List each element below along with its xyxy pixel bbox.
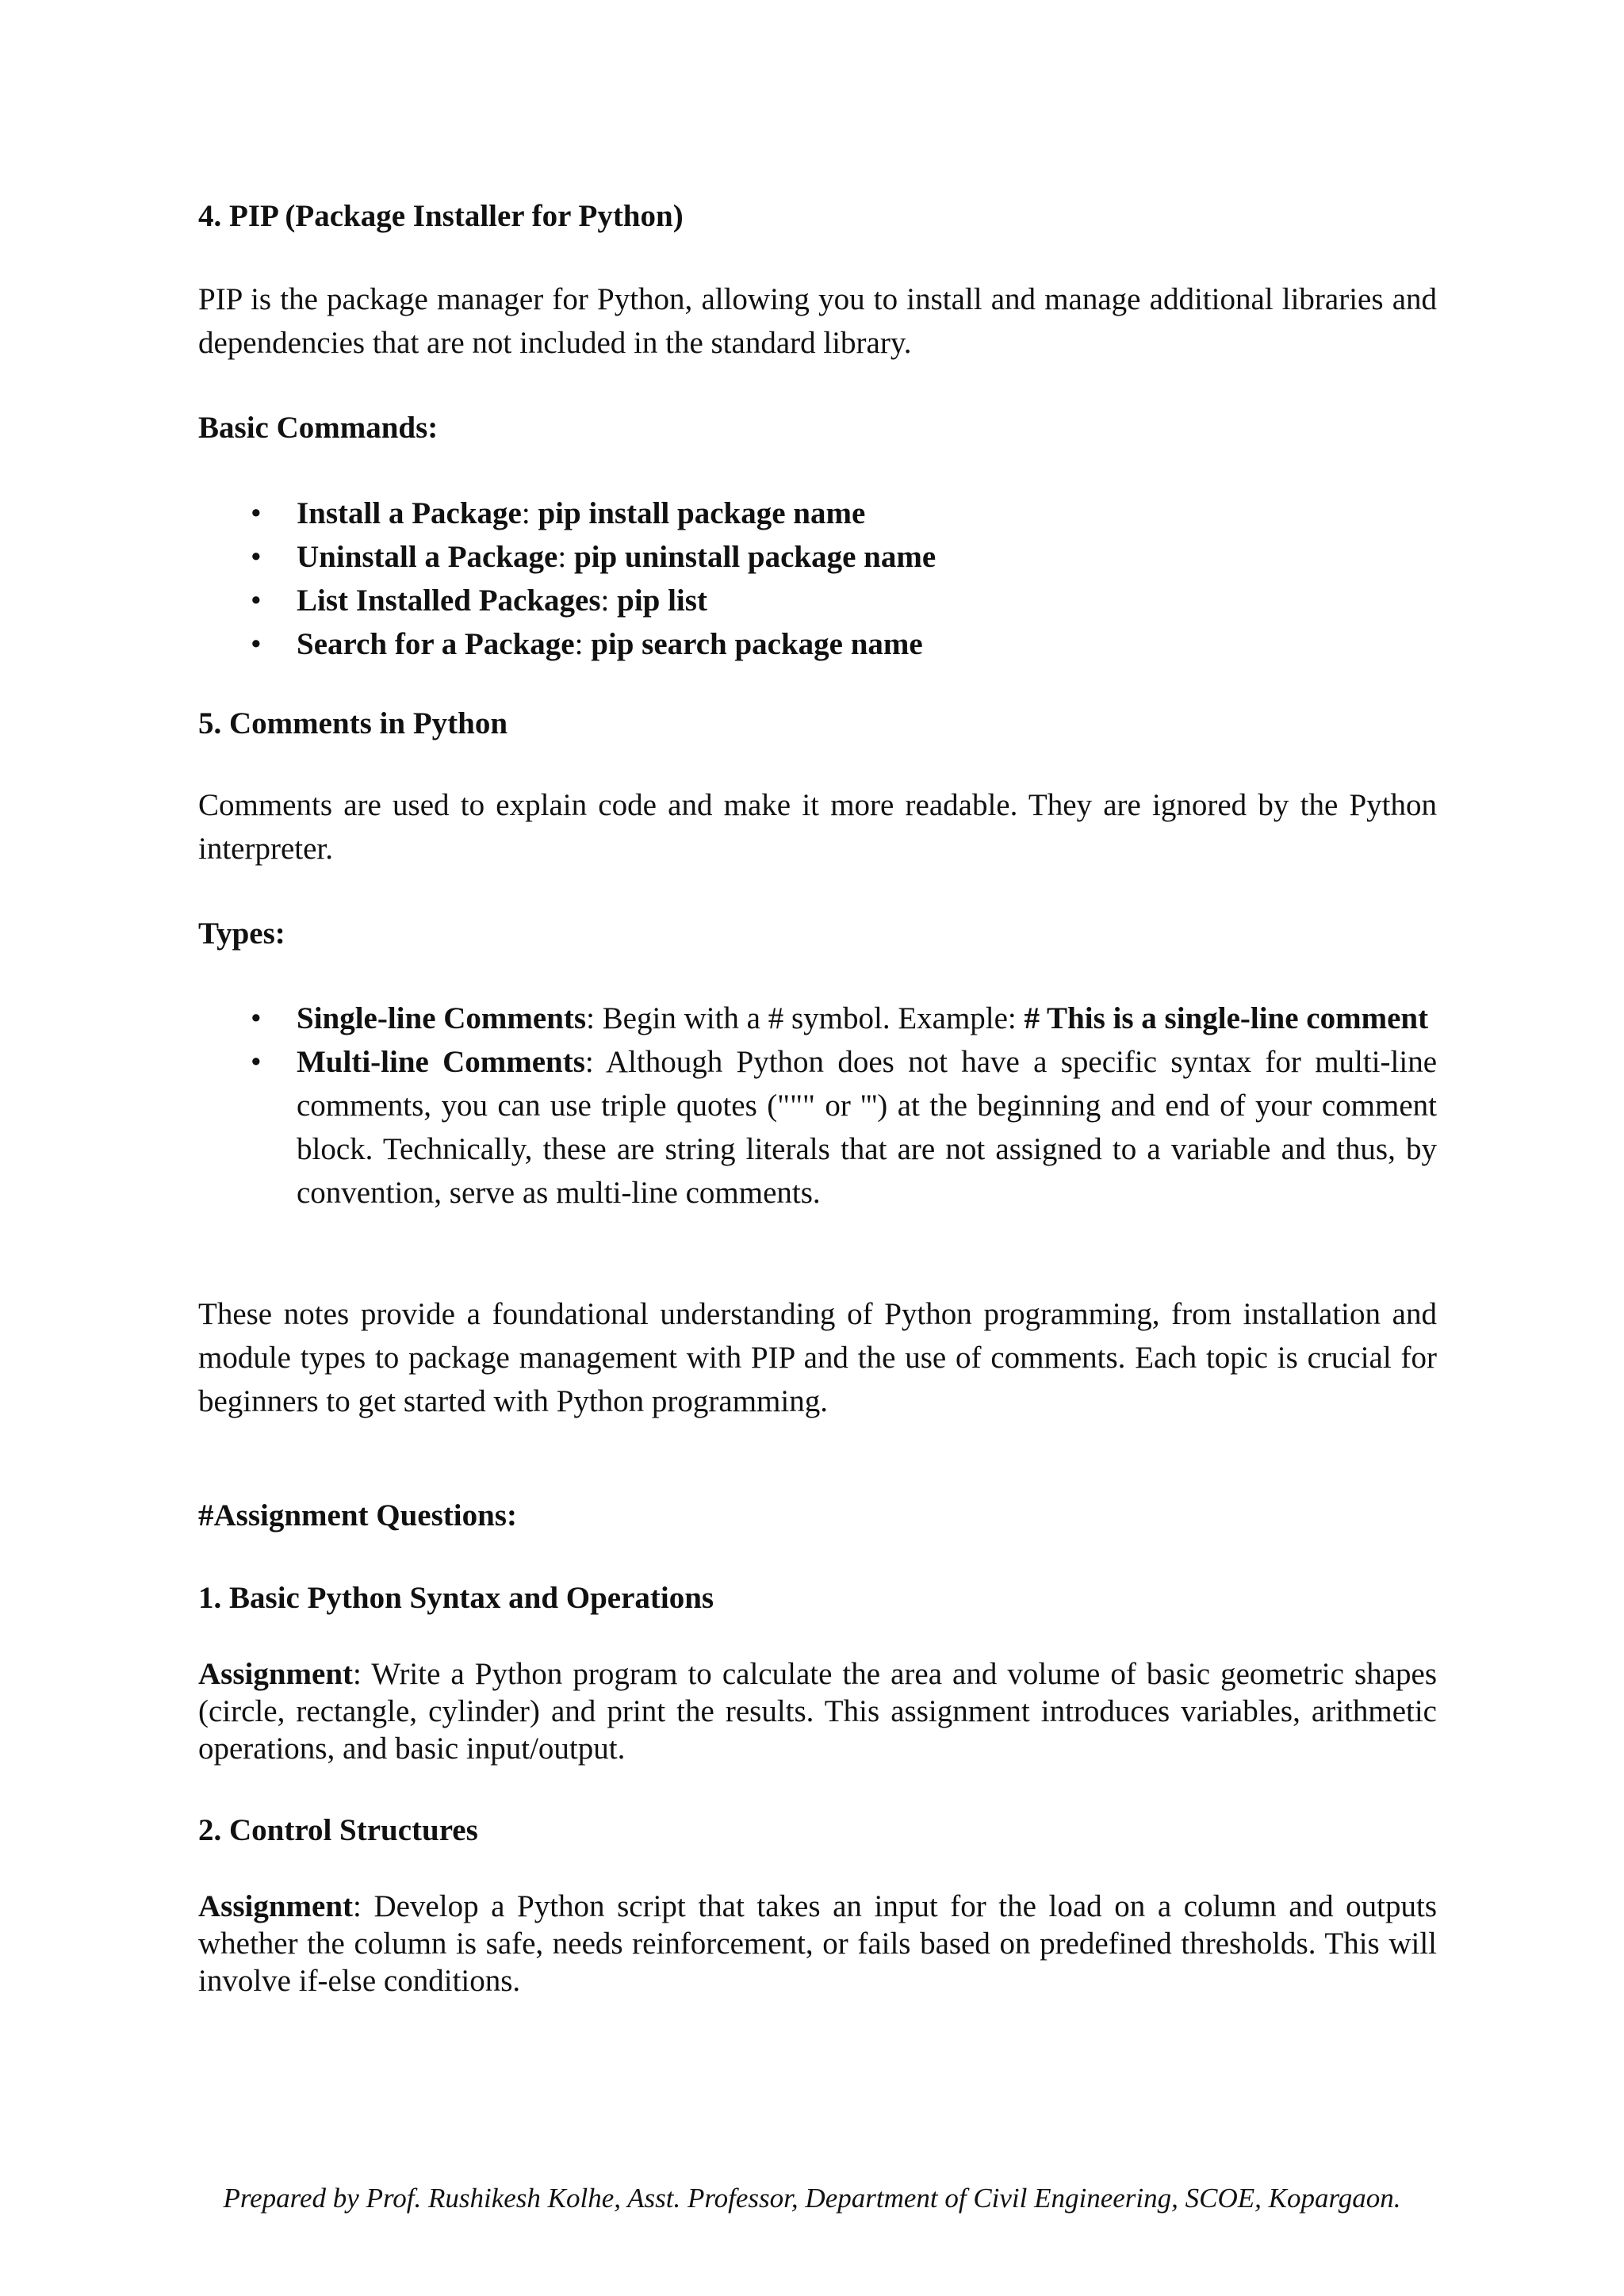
bullet-icon: • — [251, 1045, 262, 1079]
command-label: Install a Package — [297, 496, 522, 530]
page-footer: Prepared by Prof. Rushikesh Kolhe, Asst. Professor, Department of Civil Engineering, SCOE, Kopargaon. — [223, 2183, 1401, 2214]
command-value: pip install package name — [538, 496, 866, 530]
assignment-label: Assignment — [198, 1889, 354, 1923]
command-label: Search for a Package — [297, 627, 575, 661]
list-item: • Install a Package: pip install package name — [198, 492, 1437, 535]
comment-example: # This is a single-line comment — [1024, 1001, 1429, 1035]
basic-commands-heading: Basic Commands: — [198, 411, 439, 445]
comment-types-list — [198, 997, 1437, 1215]
type-label: Multi-line Comments — [297, 1045, 585, 1079]
pip-commands-list — [198, 492, 1437, 666]
assignment-paragraph: Assignment: Develop a Python script that takes an input for the load on a column and outputs whether the column is safe, needs reinforcement, or fails based on predefined thresholds. This will involve if-else conditions. — [198, 1889, 1437, 1998]
list-item: • Single-line Comments: Begin with a # symbol. Example: # This is a single-line comment — [198, 997, 1437, 1040]
list-item: • Search for a Package: pip search package name — [198, 622, 1437, 666]
bullet-icon: • — [251, 627, 262, 661]
bullet-icon: • — [251, 540, 262, 574]
command-value: pip search package name — [591, 627, 923, 661]
assignments-heading: #Assignment Questions: — [198, 1498, 517, 1533]
command-value: pip list — [617, 584, 707, 618]
pip-intro-paragraph: PIP is the package manager for Python, allowing you to install and manage additional libraries and dependencies that are not included in the standard library. — [198, 282, 1437, 360]
type-label: Single-line Comments — [297, 1001, 587, 1035]
list-item: • Uninstall a Package: pip uninstall package name — [198, 535, 1437, 579]
types-heading: Types: — [198, 916, 285, 951]
command-label: Uninstall a Package — [297, 540, 558, 574]
bullet-icon: • — [251, 496, 262, 530]
assignment-title: 2. Control Structures — [198, 1813, 478, 1847]
section-title-comments: 5. Comments in Python — [198, 706, 508, 740]
assignment-title: 1. Basic Python Syntax and Operations — [198, 1581, 714, 1615]
list-item: • List Installed Packages: pip list — [198, 579, 1437, 622]
command-value: pip uninstall package name — [573, 540, 936, 574]
comments-intro-paragraph: Comments are used to explain code and make it more readable. They are ignored by the Python interpreter. — [198, 788, 1437, 866]
list-item: • Multi-line Comments: Although Python does not have a specific syntax for multi-line comments, you can use triple quotes (""" or ''') at the beginning and end of your comment block. Technically, these are string literals that are not assigned to a variable and thus, by convention, serve as multi-line comments. — [198, 1040, 1437, 1215]
assignment-paragraph: Assignment: Write a Python program to calculate the area and volume of basic geometric shapes (circle, rectangle, cylinder) and print the results. This assignment introduces variables, arithmetic operations, and basic input/output. — [198, 1657, 1437, 1766]
section-title-pip: 4. PIP (Package Installer for Python) — [198, 199, 684, 233]
summary-paragraph: These notes provide a foundational understanding of Python programming, from installation and module types to package management with PIP and the use of comments. Each topic is crucial for beginners to get started with Python programming. — [198, 1297, 1437, 1418]
bullet-icon: • — [251, 584, 262, 618]
bullet-icon: • — [251, 1001, 262, 1035]
assignment-label: Assignment — [198, 1657, 354, 1691]
command-label: List Installed Packages — [297, 584, 601, 618]
